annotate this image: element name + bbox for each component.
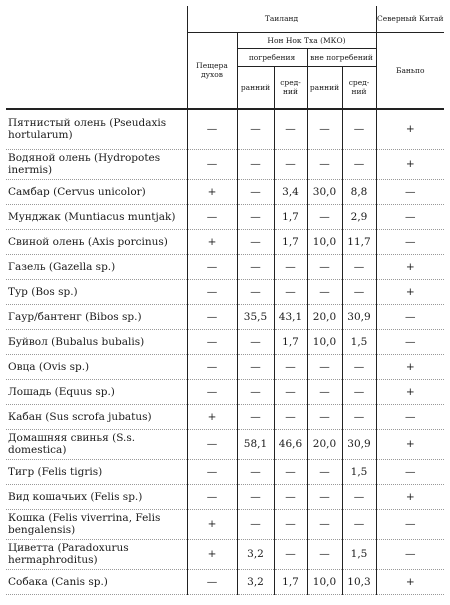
species-name: Газель (Gazella sp.) [6, 254, 187, 279]
cell-value: 3,2 [237, 569, 274, 594]
cell-value: — [187, 279, 237, 304]
header-middle-1: сред-ний [274, 66, 307, 109]
cell-value: + [187, 539, 237, 569]
cell-value: — [376, 229, 444, 254]
cell-value: 30,9 [342, 429, 376, 459]
cell-value: — [187, 354, 237, 379]
species-name: Гаур/бантенг (Bibos sp.) [6, 304, 187, 329]
cell-value: 20,0 [307, 429, 342, 459]
cell-value: — [237, 204, 274, 229]
cell-value: — [274, 354, 307, 379]
cell-value: + [376, 429, 444, 459]
cell-value: + [187, 404, 237, 429]
cell-value: — [274, 404, 307, 429]
table-row [6, 149, 444, 179]
header-early-1: ранний [237, 66, 274, 109]
cell-value: 11,7 [342, 229, 376, 254]
cell-value: — [237, 354, 274, 379]
table-row [6, 429, 444, 459]
cell-value: + [376, 254, 444, 279]
cell-value: — [274, 254, 307, 279]
cell-value: 30,0 [307, 179, 342, 204]
cell-value: — [187, 569, 237, 594]
cell-value: — [274, 484, 307, 509]
cell-value: — [307, 254, 342, 279]
cell-value: — [342, 484, 376, 509]
cell-value: — [237, 509, 274, 539]
species-name: Вид кошачьих (Felis sp.) [6, 484, 187, 509]
cell-value: — [307, 379, 342, 404]
species-name: Тур (Bos sp.) [6, 279, 187, 304]
cell-value: 30,9 [342, 304, 376, 329]
cell-value: 2,9 [342, 204, 376, 229]
cell-value: + [376, 569, 444, 594]
cell-value: 1,7 [274, 204, 307, 229]
cell-value: 35,5 [237, 304, 274, 329]
cell-value: — [307, 279, 342, 304]
cell-value: 10,3 [342, 569, 376, 594]
fauna-table [6, 6, 444, 595]
header-early-2: ранний [307, 66, 342, 109]
cell-value: 1,7 [274, 569, 307, 594]
cell-value: 20,0 [307, 304, 342, 329]
table-row [6, 204, 444, 229]
header-non-nok-tha: Нон Нок Тха (МКО) [237, 32, 376, 48]
cell-value: + [376, 279, 444, 304]
species-name: Тигр (Felis tigris) [6, 459, 187, 484]
cell-value: 10,0 [307, 569, 342, 594]
cell-value: — [376, 179, 444, 204]
cell-value: — [307, 109, 342, 149]
cell-value: — [187, 204, 237, 229]
cell-value: — [237, 109, 274, 149]
table-row [6, 539, 444, 569]
cell-value: — [237, 279, 274, 304]
cell-value: — [237, 254, 274, 279]
table-row [6, 484, 444, 509]
cell-value: — [187, 109, 237, 149]
species-name: Свиной олень (Axis porcinus) [6, 229, 187, 254]
cell-value: — [307, 459, 342, 484]
table-row [6, 304, 444, 329]
species-name: Кошка (Felis viverrina, Felis bengalensis) [6, 509, 187, 539]
table-row [6, 569, 444, 594]
cell-value: — [307, 404, 342, 429]
cell-value: 10,0 [307, 229, 342, 254]
cell-value: — [274, 539, 307, 569]
cell-value: — [342, 379, 376, 404]
cell-value: + [187, 179, 237, 204]
cell-value: — [307, 204, 342, 229]
cell-value: 1,5 [342, 539, 376, 569]
table-row [6, 279, 444, 304]
cell-value: — [274, 149, 307, 179]
cell-value: — [237, 379, 274, 404]
table-row [6, 329, 444, 354]
cell-value: — [237, 329, 274, 354]
header-banpo: Баньпо [376, 32, 444, 109]
cell-value: + [376, 149, 444, 179]
cell-value: 10,0 [307, 329, 342, 354]
cell-value: — [237, 404, 274, 429]
cell-value: 46,6 [274, 429, 307, 459]
cell-value: + [376, 109, 444, 149]
cell-value: — [274, 379, 307, 404]
cell-value: — [187, 149, 237, 179]
cell-value: — [307, 509, 342, 539]
cell-value: — [187, 484, 237, 509]
cell-value: — [342, 509, 376, 539]
table-row [6, 109, 444, 149]
cell-value: — [187, 379, 237, 404]
header-north-china: Северный Китай [376, 6, 444, 32]
table-row [6, 509, 444, 539]
cell-value: — [307, 484, 342, 509]
table-row [6, 229, 444, 254]
cell-value: 1,5 [342, 329, 376, 354]
cell-value: — [376, 459, 444, 484]
cell-value: — [342, 404, 376, 429]
header-tailand: Таиланд [187, 6, 376, 32]
header-cave: Пещера духов [187, 32, 237, 109]
table-row [6, 379, 444, 404]
species-name: Лошадь (Equus sp.) [6, 379, 187, 404]
cell-value: — [274, 279, 307, 304]
cell-value: 8,8 [342, 179, 376, 204]
cell-value: — [187, 459, 237, 484]
species-name: Мунджак (Muntiacus muntjak) [6, 204, 187, 229]
cell-value: + [187, 229, 237, 254]
cell-value: — [376, 204, 444, 229]
cell-value: 3,2 [237, 539, 274, 569]
table-row [6, 254, 444, 279]
cell-value: — [274, 459, 307, 484]
header-outside-burials: вне погребений [307, 48, 376, 66]
table-row [6, 459, 444, 484]
cell-value: — [237, 484, 274, 509]
species-name: Водяной олень (Hydropotes inermis) [6, 149, 187, 179]
cell-value: — [376, 509, 444, 539]
cell-value: + [376, 354, 444, 379]
cell-value: — [237, 179, 274, 204]
cell-value: + [187, 509, 237, 539]
cell-value: 58,1 [237, 429, 274, 459]
cell-value: — [237, 149, 274, 179]
cell-value: — [307, 354, 342, 379]
cell-value: — [187, 329, 237, 354]
cell-value: 3,4 [274, 179, 307, 204]
species-header-blank [6, 6, 187, 109]
cell-value: — [342, 149, 376, 179]
cell-value: 1,7 [274, 329, 307, 354]
header-burials: погребения [237, 48, 307, 66]
cell-value: — [376, 329, 444, 354]
cell-value: — [342, 354, 376, 379]
cell-value: — [187, 304, 237, 329]
table-row [6, 179, 444, 204]
table-body [6, 109, 444, 594]
cell-value: — [376, 304, 444, 329]
species-name: Собака (Canis sp.) [6, 569, 187, 594]
table-row [6, 354, 444, 379]
cell-value: 1,5 [342, 459, 376, 484]
cell-value: — [342, 279, 376, 304]
header-middle-2: сред-ний [342, 66, 376, 109]
cell-value: — [342, 109, 376, 149]
cell-value: — [274, 509, 307, 539]
cell-value: — [307, 149, 342, 179]
cell-value: — [342, 254, 376, 279]
cell-value: — [376, 404, 444, 429]
cell-value: — [376, 539, 444, 569]
cell-value: — [237, 229, 274, 254]
species-name: Циветта (Paradoxurus hermaphroditus) [6, 539, 187, 569]
cell-value: — [274, 109, 307, 149]
cell-value: — [187, 429, 237, 459]
species-name: Пятнистый олень (Pseudaxis hortularum) [6, 109, 187, 149]
cell-value: — [187, 254, 237, 279]
species-name: Буйвол (Bubalus bubalis) [6, 329, 187, 354]
cell-value: + [376, 484, 444, 509]
species-name: Кабан (Sus scrofa jubatus) [6, 404, 187, 429]
cell-value: 43,1 [274, 304, 307, 329]
species-name: Самбар (Cervus unicolor) [6, 179, 187, 204]
cell-value: — [307, 539, 342, 569]
cell-value: — [237, 459, 274, 484]
species-name: Домашняя свинья (S.s. domestica) [6, 429, 187, 459]
cell-value: + [376, 379, 444, 404]
table-row [6, 404, 444, 429]
cell-value: 1,7 [274, 229, 307, 254]
table-header [6, 6, 444, 109]
species-name: Овца (Ovis sp.) [6, 354, 187, 379]
